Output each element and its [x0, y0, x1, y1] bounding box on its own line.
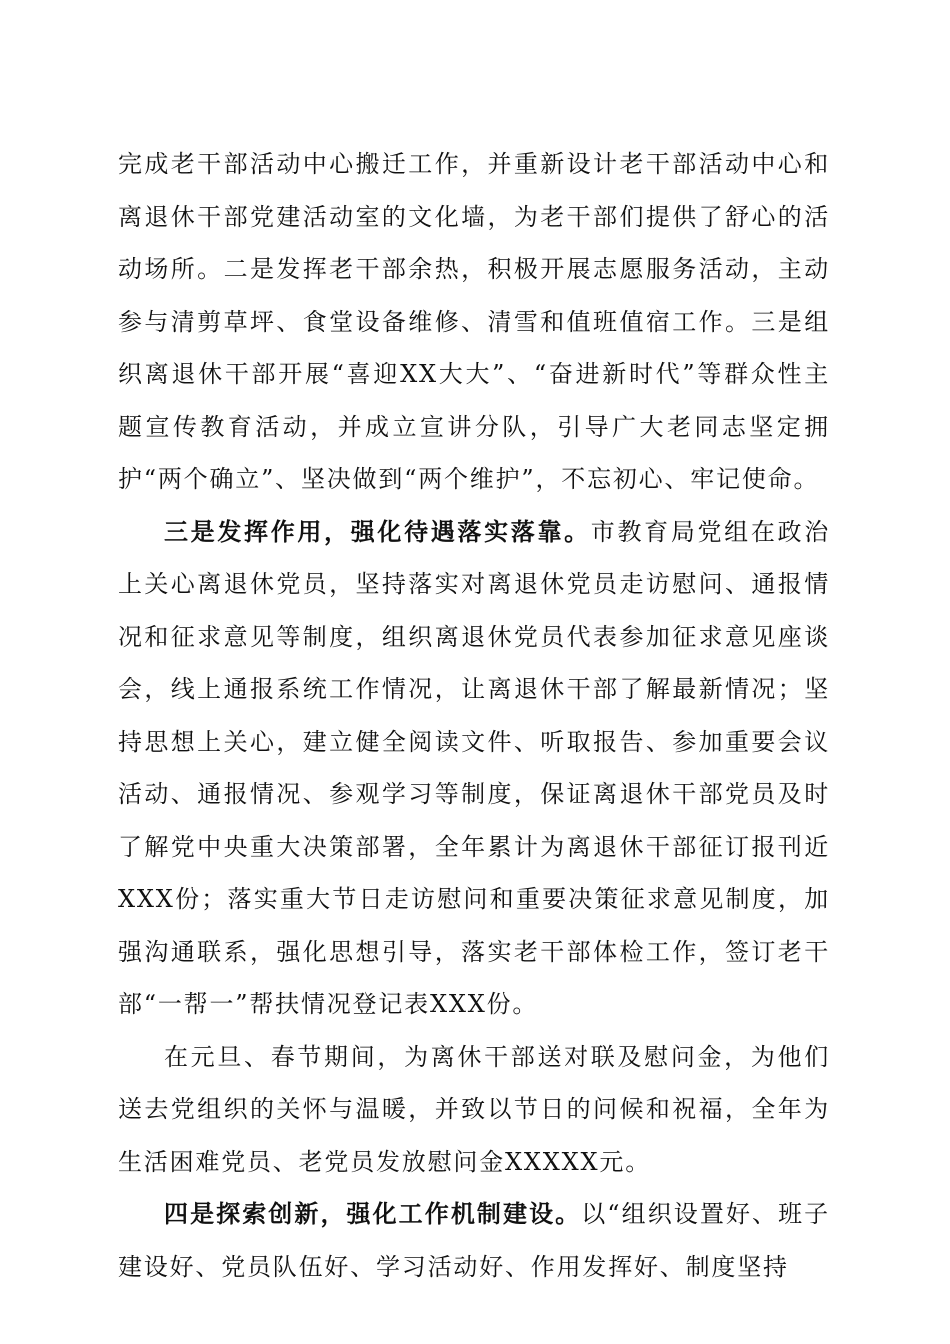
paragraph-3-text: 在元旦、春节期间，为离休干部送对联及慰问金，为他们送去党组织的关怀与温暖，并致以节日的问候和祝福，全年为生活困难党员、老党员发放慰问金XXXXX元。	[118, 1042, 830, 1176]
paragraph-3	[118, 1031, 830, 1189]
paragraph-4-heading: 四是探索创新，强化工作机制建设。	[164, 1199, 582, 1228]
paragraph-2	[118, 506, 830, 1031]
paragraph-2-text: 市教育局党组在政治上关心离退休党员，坚持落实对离退休党员走访慰问、通报情况和征求意见等制度，组织离退休党员代表参加征求意见座谈会，线上通报系统工作情况，让离退休干部了解最新情况；坚持思想上关心，建立健全阅读文件、听取报告、参加重要会议活动、通报情况、参观学习等制度，保证离退休干部党员及时了解党中央重大决策部署，全年累计为离退休干部征订报刊近XXX份；落实重大节日走访慰问和重要决策征求意见制度，加强沟通联系，强化思想引导，落实老干部体检工作，签订老干部“一帮一”帮扶情况登记表XXX份。	[118, 517, 830, 1018]
paragraph-1-text: 完成老干部活动中心搬迁工作，并重新设计老干部活动中心和离退休干部党建活动室的文化墙，为老干部们提供了舒心的活动场所。二是发挥老干部余热，积极开展志愿服务活动，主动参与清剪草坪、食堂设备维修、清雪和值班值宿工作。三是组织离退休干部开展“喜迎XX大大”、“奋进新时代”等群众性主题宣传教育活动，并成立宣讲分队，引导广大老同志坚定拥护“两个确立”、坚决做到“两个维护”，不忘初心、牢记使命。	[118, 150, 830, 493]
document-body	[118, 138, 830, 1293]
paragraph-1	[118, 138, 830, 506]
paragraph-4-text: 以“组织设置好、班子建设好、党员队伍好、学习活动好、作用发挥好、制度坚持	[118, 1200, 830, 1281]
paragraph-4	[118, 1188, 830, 1293]
paragraph-2-heading: 三是发挥作用，强化待遇落实落靠。	[164, 516, 591, 546]
